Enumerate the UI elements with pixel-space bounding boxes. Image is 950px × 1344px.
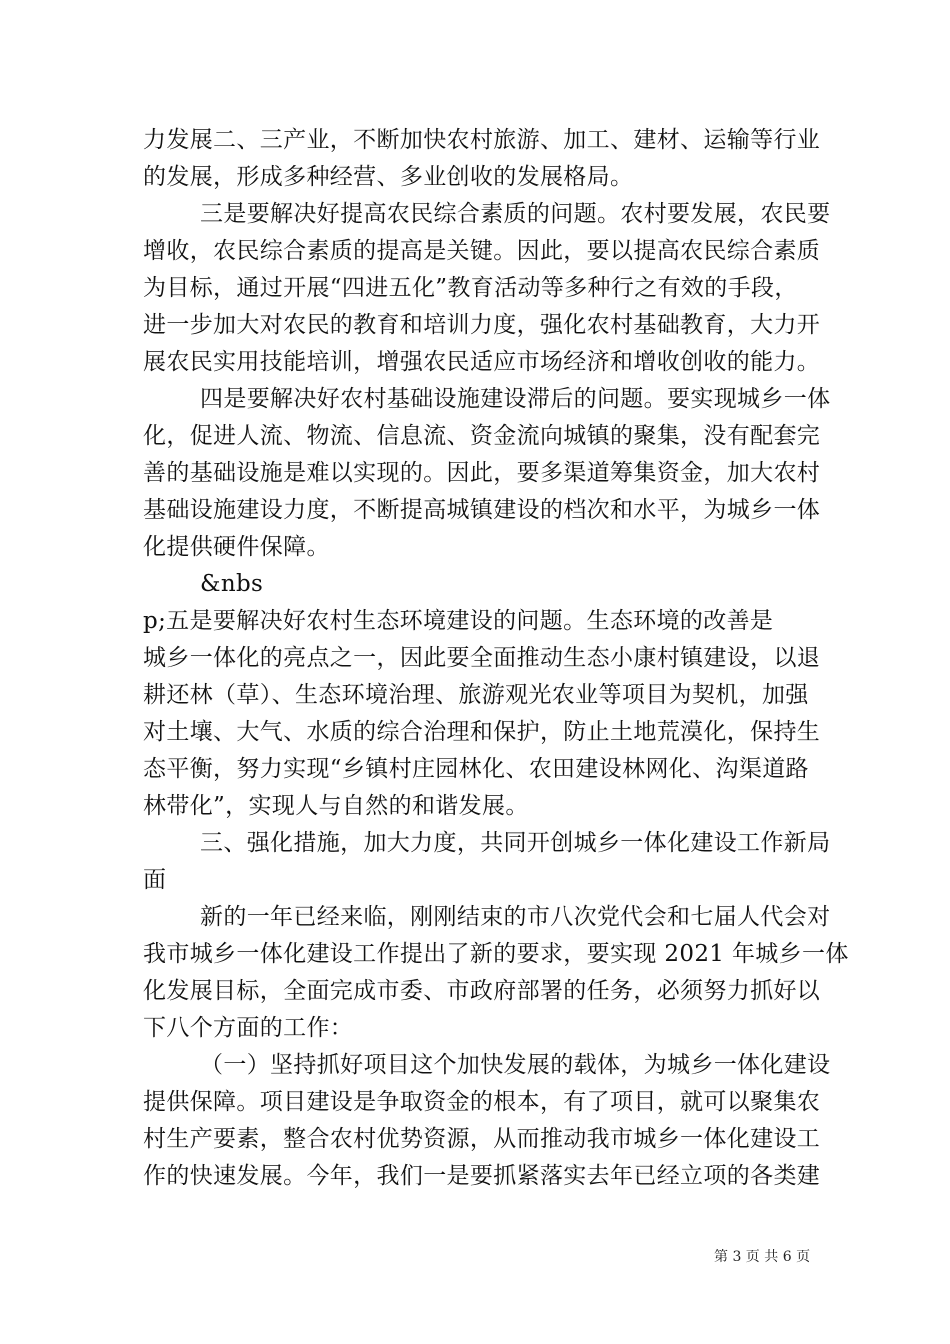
paragraph-line: 四是要解决好农村基础设施建设滞后的问题。要实现城乡一体 (200, 386, 831, 412)
paragraph-line: 为目标，通过开展“四进五化”教育活动等多种行之有效的手段， (143, 275, 798, 301)
paragraph-line: （一）坚持抓好项目这个加快发展的载体，为城乡一体化建设 (200, 1052, 831, 1078)
paragraph-line: 下八个方面的工作： (143, 1015, 354, 1041)
paragraph-line: 作的快速发展。今年，我们一是要抓紧落实去年已经立项的各类建 (143, 1163, 821, 1189)
paragraph-line: 力发展二、三产业，不断加快农村旅游、加工、建材、运输等行业 (143, 127, 821, 153)
paragraph-line: 提供保障。项目建设是争取资金的根本，有了项目，就可以聚集农 (143, 1089, 821, 1115)
paragraph-line: 化提供硬件保障。 (143, 534, 330, 560)
paragraph-line: 城乡一体化的亮点之一，因此要全面推动生态小康村镇建设，以退 (143, 645, 821, 671)
paragraph-line: 增收，农民综合素质的提高是关键。因此，要以提高农民综合素质 (143, 238, 821, 264)
paragraph-line: 态平衡，努力实现“乡镇村庄园林化、农田建设林网化、沟渠道路 (143, 756, 809, 782)
paragraph-line: 新的一年已经来临，刚刚结束的市八次党代会和七届人代会对 (200, 904, 831, 930)
paragraph-line: 善的基础设施是难以实现的。因此，要多渠道筹集资金，加大农村 (143, 460, 821, 486)
section-heading-line: 面 (143, 867, 167, 893)
paragraph-line: 化发展目标，全面完成市委、市政府部署的任务，必须努力抓好以 (143, 978, 821, 1004)
paragraph-line: p;五是要解决好农村生态环境建设的问题。生态环境的改善是 (143, 608, 774, 634)
paragraph-line: 的发展，形成多种经营、多业创收的发展格局。 (143, 164, 634, 190)
paragraph-line: 展农民实用技能培训，增强农民适应市场经济和增收创收的能力。 (143, 349, 821, 375)
paragraph-line: 三是要解决好提高农民综合素质的问题。农村要发展，农民要 (200, 201, 831, 227)
section-heading-line: 三、强化措施，加大力度，共同开创城乡一体化建设工作新局 (200, 830, 831, 856)
paragraph-line: &nbs (200, 571, 264, 597)
paragraph-line: 对土壤、大气、水质的综合治理和保护，防止土地荒漠化，保持生 (143, 719, 821, 745)
paragraph-line: 耕还林（草）、生态环境治理、旅游观光农业等项目为契机，加强 (143, 682, 809, 708)
page-number: 第 3 页 共 6 页 (714, 1249, 811, 1265)
paragraph-line: 林带化”，实现人与自然的和谐发展。 (143, 793, 529, 819)
paragraph-line: 基础设施建设力度，不断提高城镇建设的档次和水平，为城乡一体 (143, 497, 821, 523)
paragraph-line: 村生产要素，整合农村优势资源，从而推动我市城乡一体化建设工 (143, 1126, 821, 1152)
paragraph-line: 进一步加大对农民的教育和培训力度，强化农村基础教育，大力开 (143, 312, 821, 338)
paragraph-line: 化，促进人流、物流、信息流、资金流向城镇的聚集，没有配套完 (143, 423, 821, 449)
paragraph-line: 我市城乡一体化建设工作提出了新的要求，要实现 2021 年城乡一体 (143, 941, 849, 967)
